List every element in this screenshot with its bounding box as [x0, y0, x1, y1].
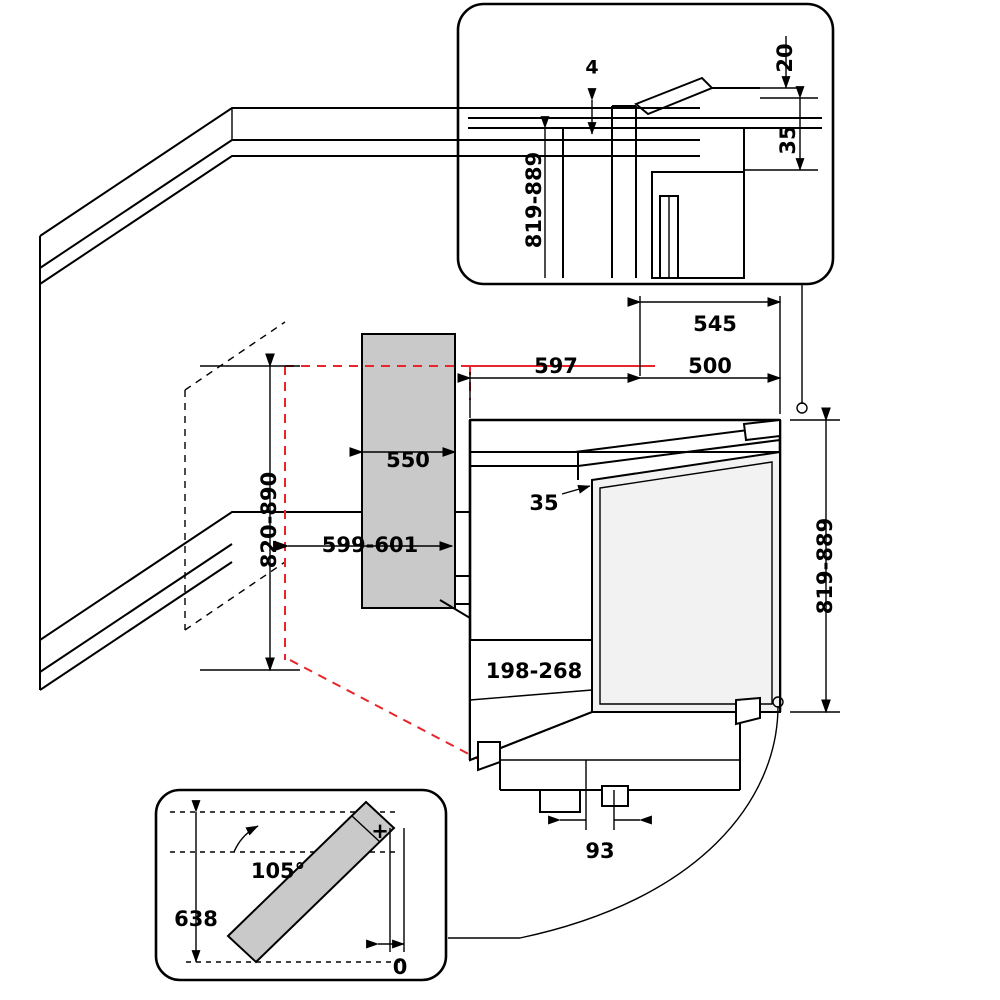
label-hinge-plus: + — [371, 819, 389, 843]
label-0: 0 — [392, 955, 408, 979]
label-500: 500 — [688, 354, 732, 378]
label-top-20: 20 — [773, 43, 797, 73]
dim-819-889 — [790, 420, 840, 712]
label-105-deg: 105° — [250, 859, 306, 883]
dim-597 — [470, 354, 640, 418]
dim-500 — [640, 354, 780, 378]
label-820-890: 820-890 — [257, 471, 281, 569]
label-top-gap-4: 4 — [585, 56, 599, 79]
label-597: 597 — [534, 354, 578, 378]
label-top-height-range: 819-889 — [522, 151, 546, 249]
appliance-body — [470, 420, 780, 812]
label-638: 638 — [174, 907, 218, 931]
label-93: 93 — [585, 839, 615, 863]
label-35-top: 35 — [529, 491, 559, 515]
label-819-889: 819-889 — [813, 517, 837, 615]
label-198-268: 198-268 — [485, 659, 583, 683]
dim-198-268 — [486, 659, 582, 683]
dim-35-top — [529, 486, 590, 515]
label-599-601: 599-601 — [321, 533, 419, 557]
label-top-35: 35 — [776, 125, 800, 155]
label-550: 550 — [386, 448, 430, 472]
top-inset-leader — [797, 284, 807, 413]
label-545: 545 — [693, 312, 737, 336]
